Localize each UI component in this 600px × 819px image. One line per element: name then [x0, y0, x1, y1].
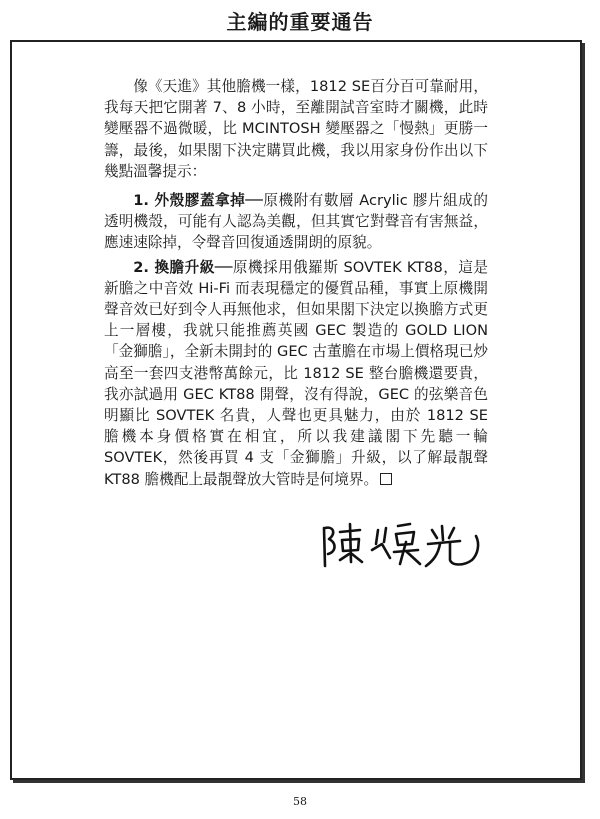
tip-heading-2: 2. 換膽升級 [133, 258, 215, 276]
page-title: 主編的重要通告 [226, 10, 374, 34]
tip-item-1 [104, 190, 488, 254]
signature-image [316, 514, 496, 574]
tip-text-1: ──原機附有數層 Acrylic 膠片組成的透明機殼，可能有人認為美觀，但其實它對聲音有害無益，應速速除掉，令聲音回復通透開朗的原貌。 [104, 192, 489, 252]
tip-item-2 [104, 257, 488, 490]
tip-heading-1: 1. 外殼膠蓋拿掉 [133, 192, 246, 210]
article-body [104, 76, 488, 490]
tip-text-2: ──原機採用俄羅斯 SOVTEK KT88，這是新膽之中音效 Hi-Fi 而表現穩定的優質品種，事實上原機開聲音效已好到令人再無他求，但如果閣下決定以換膽方式更上一層樓，我就只能推薦英國 GEC 製造的 GOLD LION「金獅膽」，全新未開封的 GEC 古董膽在市場上價格現已炒高至一套四支港幣萬餘元，比 1812 SE 整台膽機還要貴，我亦試過用 GEC KT88 開聲，沒有得說，GEC 的弦樂音色明顯比 SOVTEK 名貴，人聲也更具魅力，由於 1812 SE 膽機本身價格實在相宜，所以我建議閣下先聽一輪 SOVTEK，然後再買 4 支「金獅膽」升級，以了解最靚聲 KT88 膽機配上最靚聲放大管時是何境界。 [104, 258, 488, 488]
end-mark-icon [380, 473, 392, 485]
page-number: 58 [293, 795, 307, 808]
intro-paragraph: 像《天進》其他膽機一樣，1812 SE百分百可靠耐用，我每天把它開著 7、8 小時，至離開試音室時才關機，此時變壓器不過微暖，比 MCINTOSH 變壓器之「慢熱」更勝一籌，最後，如果閣下決定購買此機，我以用家身份作出以下幾點溫馨提示： [104, 78, 488, 180]
